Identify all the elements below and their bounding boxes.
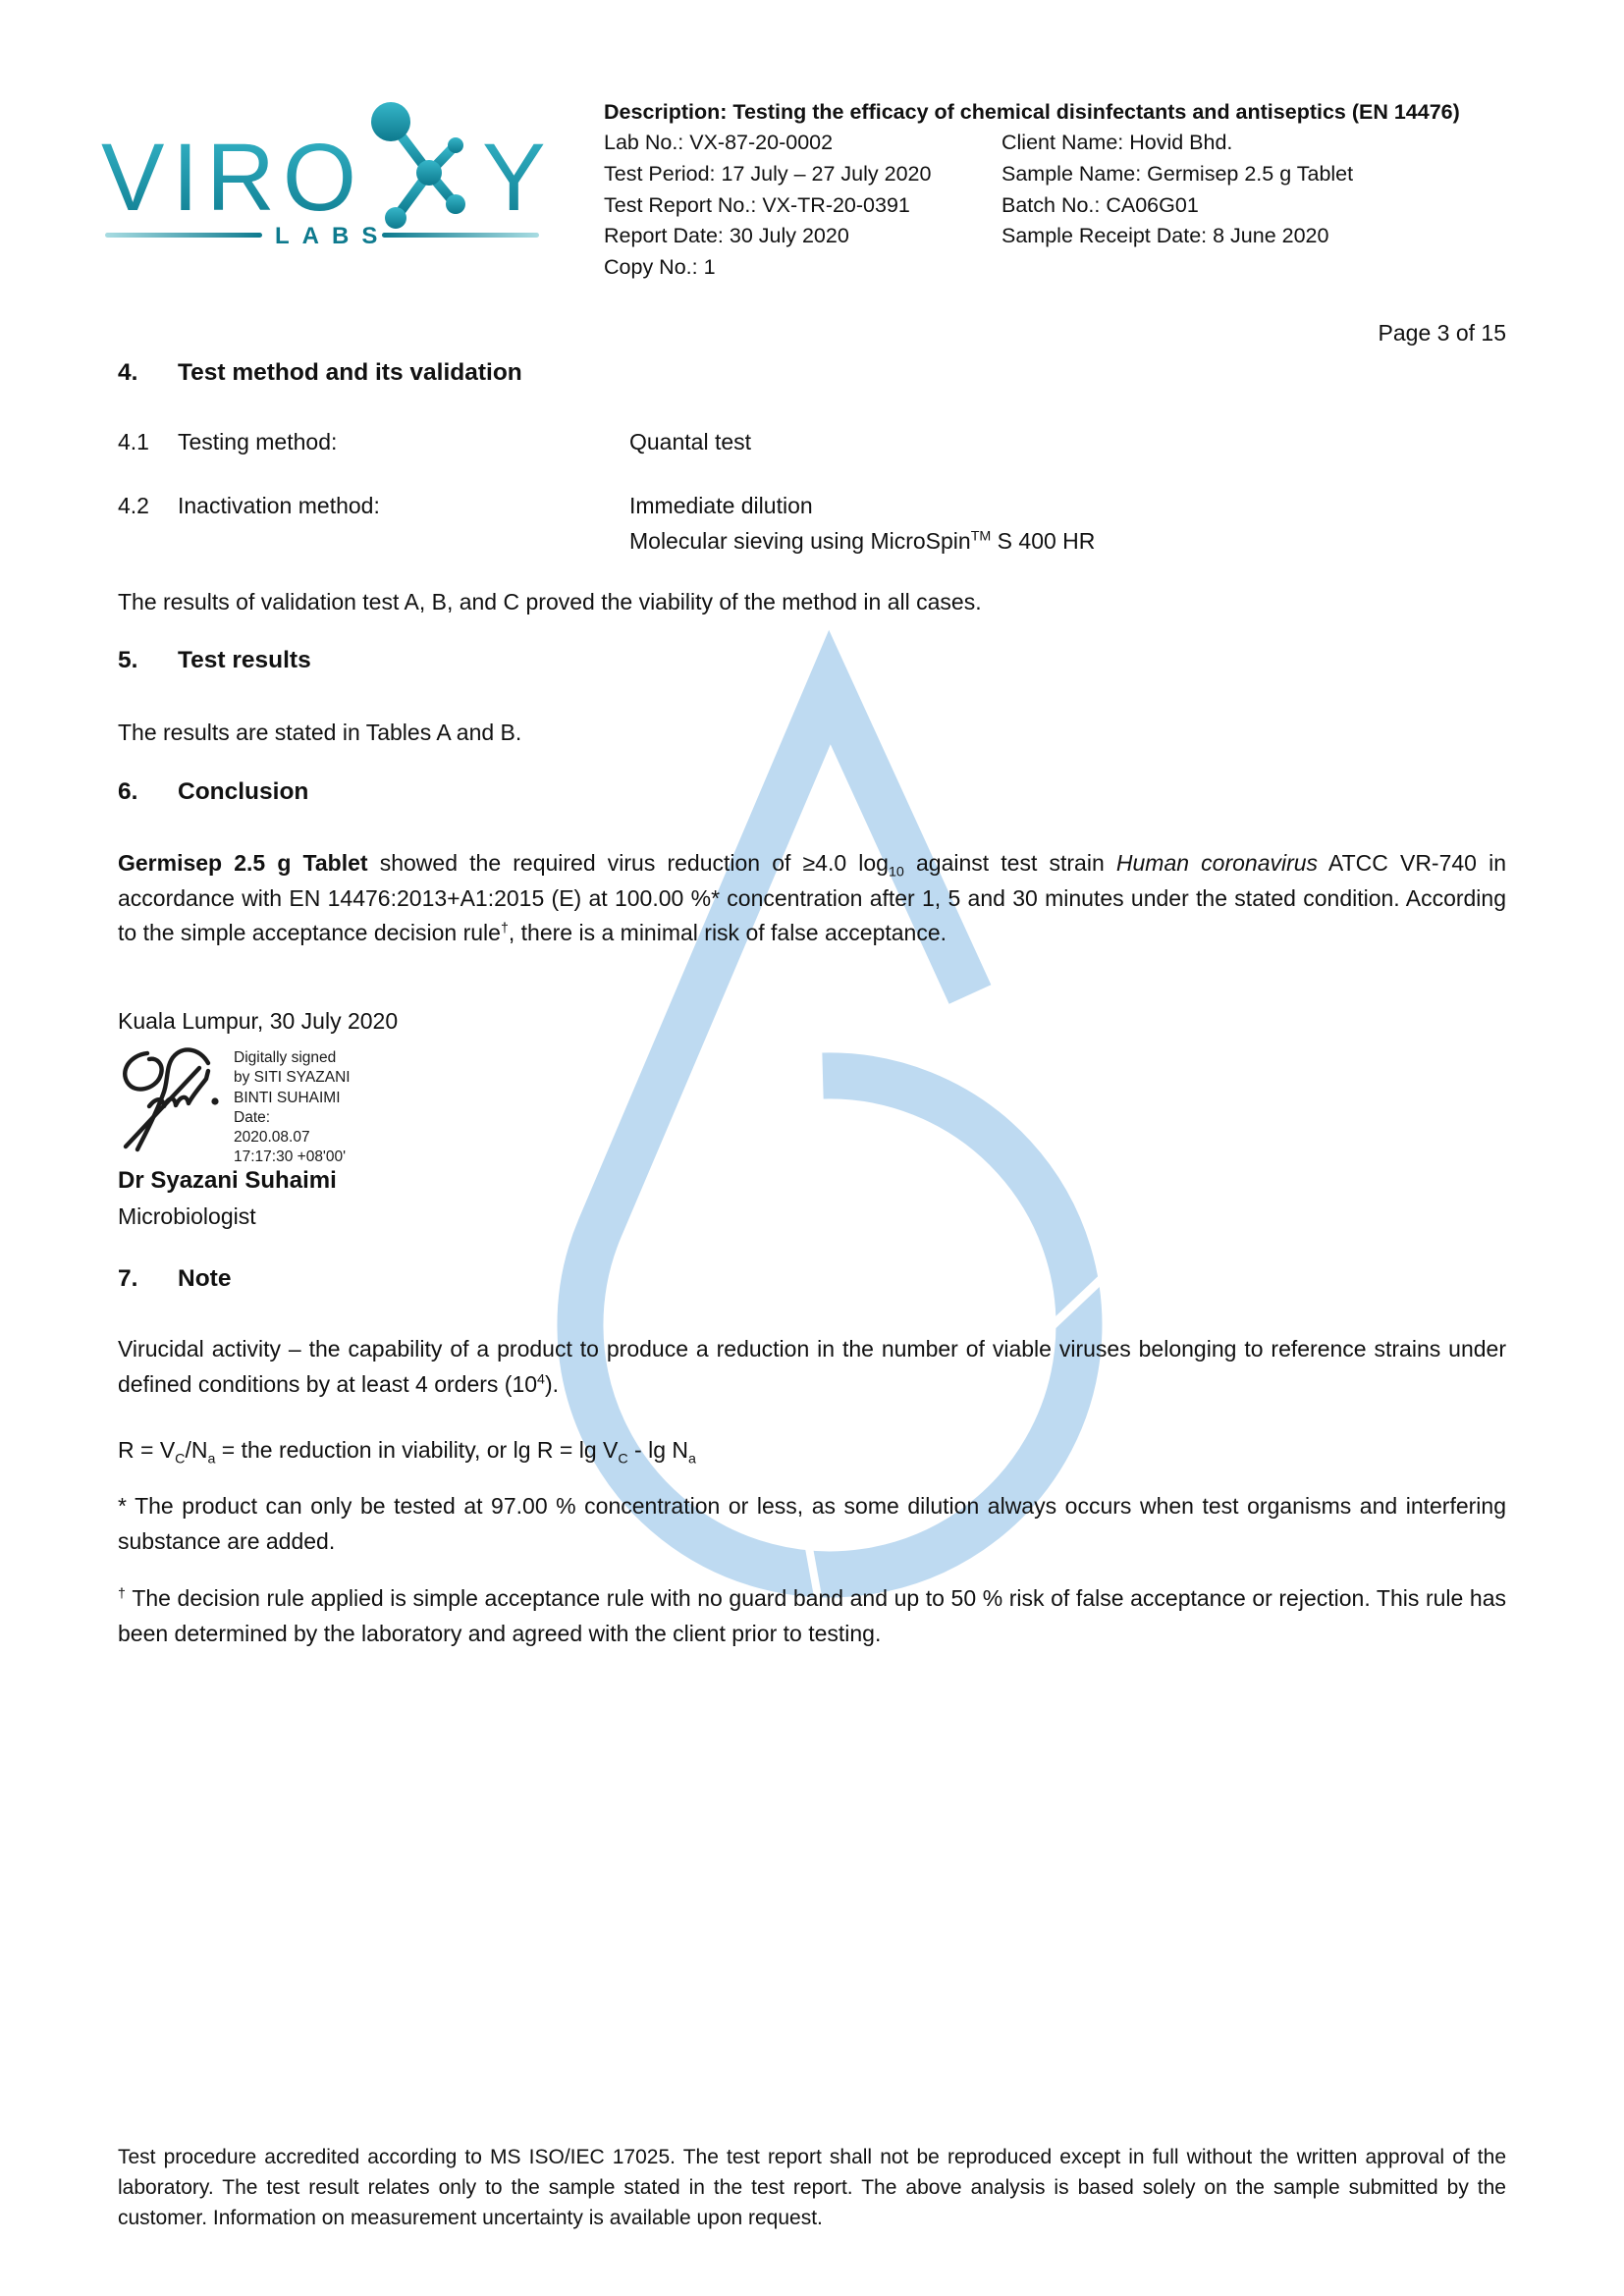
lab-no: Lab No.: VX-87-20-0002 [604, 131, 834, 154]
logo-rule-right [382, 233, 539, 238]
handwritten-signature [114, 1041, 234, 1159]
test-period: Test Period: 17 July – 27 July 2020 [604, 161, 932, 186]
validation-paragraph: The results of validation test A, B, and C proved the viability of the method in all cases. [118, 589, 982, 614]
digital-signature-line: Date: [234, 1108, 271, 1126]
testing-method-label: Testing method: [178, 429, 338, 454]
copy-no: Copy No.: 1 [604, 255, 716, 280]
logo-rule-left [105, 233, 262, 238]
dagger-note-paragraph: † The decision rule applied is simple acceptance rule with no guard band and up to 50 % risk of false acceptance or rejection. This rule has been determined by the laboratory and agreed with the client prior to testing. [118, 1585, 1506, 1646]
asterisk-note-paragraph: * The product can only be tested at 97.00 % concentration or less, as some dilution always occurs when test organisms and interfering substance are added. [118, 1493, 1506, 1554]
section-7-title: Note [178, 1265, 232, 1292]
inactivation-method-value [629, 489, 1506, 559]
logo-letter-y: Y [482, 124, 546, 231]
batch-no: Batch No.: CA06G01 [1001, 192, 1199, 217]
testing-method-row [118, 425, 1506, 460]
section-4-title: Test method and its validation [178, 359, 522, 386]
item-4-2-number: 4.2 [118, 493, 149, 518]
place-and-date: Kuala Lumpur, 30 July 2020 [118, 1008, 399, 1034]
digital-signature-line: by SITI SYAZANI [234, 1069, 351, 1087]
logo-tagline: LABS [275, 223, 391, 249]
inactivation-method-row [118, 489, 1506, 559]
section-5-heading [118, 647, 1506, 674]
section-4-number: 4. [118, 359, 138, 386]
logo-letters-viro: VIRO [101, 124, 364, 231]
section-7-number: 7. [118, 1265, 138, 1292]
page-indicator: Page 3 of 15 [1378, 320, 1506, 346]
signer-name: Dr Syazani Suhaimi [118, 1167, 337, 1194]
digital-signature-line: 2020.08.07 [234, 1129, 310, 1147]
inactivation-method-line-2: Molecular sieving using MicroSpin™ S 400 HR [629, 527, 1096, 554]
section-6-number: 6. [118, 778, 138, 805]
section-7-heading [118, 1265, 1506, 1293]
client-name: Client Name: Hovid Bhd. [1001, 131, 1233, 154]
section-6-heading [118, 778, 1506, 806]
item-4-1-number: 4.1 [118, 429, 149, 454]
report-date: Report Date: 30 July 2020 [604, 224, 849, 248]
digital-signature-text [234, 1048, 351, 1168]
signature-stroke [125, 1053, 161, 1090]
sample-name: Sample Name: Germisep 2.5 g Tablet [1001, 161, 1354, 186]
signer-title: Microbiologist [118, 1203, 256, 1229]
conclusion-paragraph: Germisep 2.5 g Tablet showed the required virus reduction of ≥4.0 $\log_{10}$ against test strain Human coronavirus ATCC VR-740 in accordance with EN 14476:2013+A1:2015 (E) at 100.00 %* concentration after 1, 5 and 30 minutes under the stated condition. According to the simple acceptance decision rule†, there is a minimal risk of false acceptance. [118, 850, 1506, 945]
virucidal-activity-paragraph: Virucidal activity – the capability of a product to produce a reduction in the number of viable viruses belonging to reference strains under defined conditions by at least 4 orders $(10^4)$. [118, 1336, 1506, 1397]
footer-disclaimer: Test procedure accredited according to MS ISO/IEC 17025. The test report shall not be reproduced except in full without the written approval of the laboratory. The test result relates only to the sample stated in the test report. The above analysis is based solely on the sample submitted by the customer. Information on measurement uncertainty is available upon request. [118, 2146, 1506, 2229]
inactivation-method-label: Inactivation method: [178, 493, 380, 518]
reduction-formula: $R = V_C/N_a$ = the reduction in viability, or $\lg R = \lg V_C - \lg N_a$ [118, 1437, 696, 1468]
test-results-paragraph: The results are stated in Tables A and B. [118, 720, 522, 745]
digital-signature-line: BINTI SUHAIMI [234, 1089, 341, 1106]
report-description: Description: Testing the efficacy of chemical disinfectants and antiseptics (EN 14476) [604, 100, 1460, 124]
section-5-number: 5. [118, 647, 138, 673]
report-meta-right [1001, 128, 1522, 252]
sample-receipt-date: Sample Receipt Date: 8 June 2020 [1001, 224, 1329, 248]
report-meta-left [604, 128, 997, 284]
section-6-title: Conclusion [178, 778, 309, 805]
digital-signature-line: 17:17:30 +08'00' [234, 1148, 347, 1166]
viroxy-logo [93, 57, 555, 263]
digital-signature-line: Digitally signed [234, 1049, 337, 1066]
inactivation-method-line-1: Immediate dilution [629, 493, 813, 518]
testing-method-value: Quantal test [629, 429, 752, 454]
signature-dot [211, 1097, 218, 1104]
section-5-title: Test results [178, 647, 311, 673]
section-4-heading [118, 359, 1506, 387]
test-report-no: Test Report No.: VX-TR-20-0391 [604, 192, 910, 217]
